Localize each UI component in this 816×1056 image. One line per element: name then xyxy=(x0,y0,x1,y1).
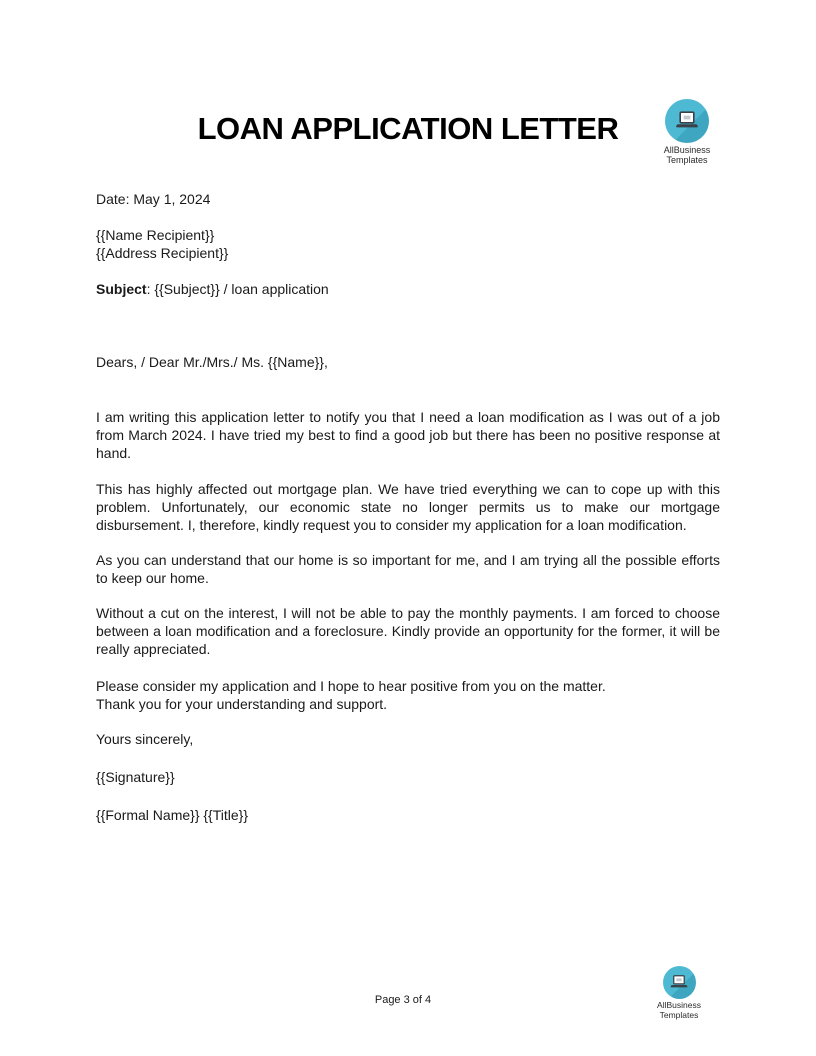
closing-line-1: Please consider my application and I hope to hear positive from you on the matter. xyxy=(96,678,606,694)
page-number: Page 3 of 4 xyxy=(374,994,432,1006)
brand-name-line2: Templates xyxy=(666,155,708,165)
salutation: Dears, / Dear Mr./Mrs./ Ms. {{Name}}, xyxy=(96,354,328,370)
subject-label: Subject xyxy=(96,281,147,297)
recipient-address: {{Address Recipient}} xyxy=(96,245,229,261)
laptop-icon xyxy=(663,966,696,999)
signature-placeholder: {{Signature}} xyxy=(96,769,175,785)
recipient-block xyxy=(96,226,720,262)
subject-value: : {{Subject}} / loan application xyxy=(146,281,329,297)
page-title: LOAN APPLICATION LETTER xyxy=(197,111,619,146)
recipient-name: {{Name Recipient}} xyxy=(96,227,215,243)
brand-name-line1: AllBusiness xyxy=(657,1000,701,1010)
name-title-placeholder: {{Formal Name}} {{Title}} xyxy=(96,807,249,823)
body-paragraph-1: I am writing this application letter to notify you that I need a loan modification as I was out of a job from March 2024. I have tried my best to find a good job but there has been no positive response at hand. xyxy=(96,409,720,461)
sign-off: Yours sincerely, xyxy=(96,731,194,747)
brand-name xyxy=(653,145,721,165)
brand-name xyxy=(645,1001,713,1020)
body-paragraph-3: As you can understand that our home is so important for me, and I am trying all the possible efforts to keep our home. xyxy=(96,552,720,586)
letter-body xyxy=(96,190,720,824)
brand-name-line1: AllBusiness xyxy=(663,145,711,155)
closing-line-2: Thank you for your understanding and support. xyxy=(96,696,388,712)
brand-name-line2: Templates xyxy=(659,1009,699,1020)
date-line: Date: May 1, 2024 xyxy=(96,191,211,207)
closing-block xyxy=(96,677,720,713)
laptop-icon xyxy=(665,99,709,143)
brand-logo-header xyxy=(653,99,721,165)
brand-logo-footer xyxy=(645,966,713,1020)
subject-line xyxy=(96,280,720,298)
body-paragraph-4: Without a cut on the interest, I will not be able to pay the monthly payments. I am forced to choose between a loan modification and a foreclosure. Kindly provide an opportunity for the former, it will be really appreciated. xyxy=(96,605,720,657)
body-paragraph-2: This has highly affected out mortgage plan. We have tried everything we can to cope up with this problem. Unfortunately, our economic state no longer permits us to make our mortgage disbursement. I, therefore, kindly request you to consider my application for a loan modification. xyxy=(96,481,720,533)
